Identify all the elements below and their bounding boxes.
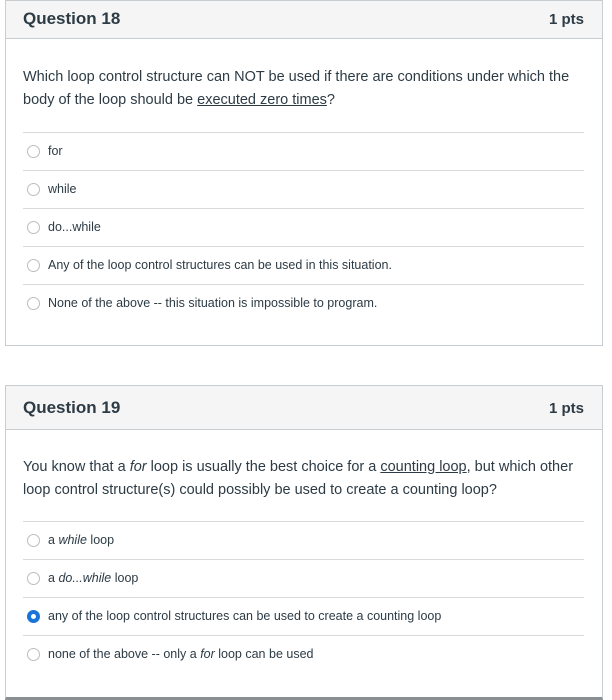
answer-label: do...while <box>48 220 101 234</box>
answer-label <box>48 609 441 623</box>
answer-label-part: a <box>48 533 59 547</box>
question-19 <box>5 385 603 700</box>
answer-label-emphasis: while <box>58 533 87 547</box>
answer-label-part: loop <box>111 571 139 585</box>
answer-option-do-while-loop[interactable] <box>23 559 584 597</box>
radio-button[interactable] <box>27 145 40 158</box>
question-text-part: Which loop control structure can NOT be used if there are conditions under which the body of the loop should be <box>23 69 570 108</box>
radio-button[interactable] <box>27 648 40 661</box>
answer-option-any[interactable] <box>23 246 584 284</box>
glossary-link-executed-zero-times[interactable]: executed zero times <box>197 91 327 108</box>
question-text <box>23 66 586 111</box>
answer-option-none-of-above[interactable] <box>23 635 584 673</box>
answer-list <box>23 132 584 322</box>
radio-button[interactable] <box>27 572 40 585</box>
answer-label: None of the above -- this situation is impossible to program. <box>48 296 378 310</box>
answer-list <box>23 521 584 673</box>
answer-label-part: loop can be used <box>214 647 314 661</box>
answer-label-part: loop <box>86 533 115 547</box>
question-points: 1 pts <box>548 11 584 28</box>
question-points: 1 pts <box>548 400 584 417</box>
answer-label: Any of the loop control structures can be used in this situation. <box>48 258 392 272</box>
radio-button[interactable] <box>27 297 40 310</box>
answer-label-part: any of the loop control structures can be used to create a counting loop <box>48 609 442 623</box>
answer-label <box>48 571 138 585</box>
glossary-link-counting-loop[interactable]: counting loop <box>380 459 467 475</box>
answer-label-part: a <box>48 571 59 585</box>
question-text-part: ? <box>326 91 335 108</box>
answer-option-do-while[interactable] <box>23 208 584 246</box>
answer-option-while[interactable] <box>23 170 584 208</box>
answer-option-for[interactable] <box>23 132 584 170</box>
answer-label-emphasis: for <box>200 647 215 661</box>
answer-label <box>48 647 313 661</box>
question-18 <box>5 0 603 346</box>
answer-label-part: none of the above -- only a <box>48 647 201 661</box>
radio-button-selected[interactable] <box>27 610 40 623</box>
radio-button[interactable] <box>27 259 40 272</box>
question-text <box>23 456 586 501</box>
answer-label-emphasis: do...while <box>58 571 112 585</box>
answer-label <box>48 533 114 547</box>
radio-button[interactable] <box>27 221 40 234</box>
question-title: Question 18 <box>23 9 121 28</box>
question-header <box>6 386 602 430</box>
radio-button[interactable] <box>27 534 40 547</box>
question-text-part: , but which other loop control structure(s) could possibly be used to create a counting loop? <box>23 459 574 498</box>
answer-option-while-loop[interactable] <box>23 521 584 559</box>
answer-option-any-structure[interactable] <box>23 597 584 635</box>
question-title: Question 19 <box>23 398 121 417</box>
radio-button[interactable] <box>27 183 40 196</box>
answer-option-none[interactable] <box>23 284 584 322</box>
question-text-part: You know that a <box>23 459 130 475</box>
answer-label: while <box>48 182 77 196</box>
question-text-part: loop is usually the best choice for a <box>146 459 381 475</box>
question-header <box>6 1 602 39</box>
answer-label: for <box>48 144 63 158</box>
question-text-emphasis: for <box>129 459 147 475</box>
